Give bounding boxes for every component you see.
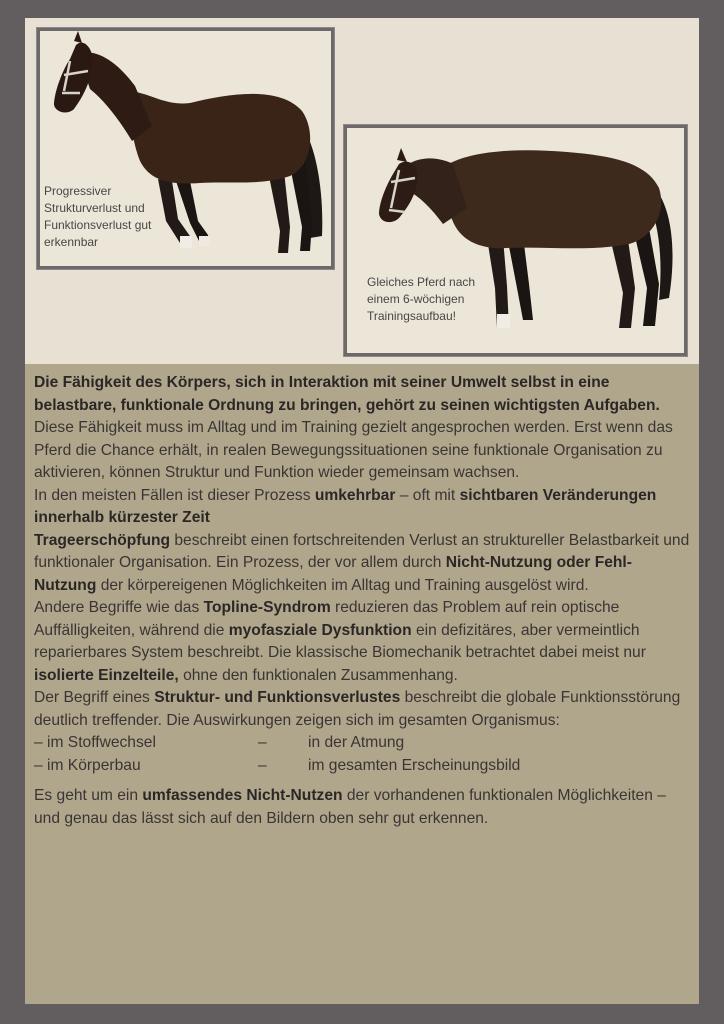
list-left: – im Stoffwechsel	[34, 734, 156, 751]
photo-section	[25, 18, 699, 364]
paragraph-other-terms	[34, 597, 694, 687]
text-run: In den meisten Fällen ist dieser Prozess	[34, 486, 315, 504]
bold-run: sichtbaren Veränderungen innerhalb kürzester Zeit	[34, 486, 657, 526]
bold-run: umfassendes Nicht-Nutzen	[142, 787, 343, 804]
bold-run: Struktur- und Funktionsverlustes	[154, 689, 401, 706]
paragraph-conclusion	[34, 785, 694, 830]
caption-line: Trainingsaufbau!	[367, 309, 456, 323]
list-dash: –	[258, 756, 267, 774]
caption-line: Gleiches Pferd nach	[367, 275, 476, 289]
caption-line: Funktionsverlust gut	[44, 218, 152, 232]
text-run: ein defizitäres, aber vermeintlich reparierbares System beschreibt. Die klassische Biomechanik betrachtet dabei meist nur	[34, 621, 646, 661]
list-dash: –	[258, 734, 267, 751]
photo1-caption	[44, 183, 194, 251]
caption-line: einem 6-wöchigen	[367, 292, 465, 306]
bold-run: Topline-Syndrom	[203, 599, 331, 616]
text-run: beschreibt die globale Funktionsstörung deutlich treffender. Die Auswirkungen zeigen sich im gesamten Organismus:	[34, 689, 681, 729]
text-run: reduzieren das Problem auf rein optische Auffälligkeiten, während die	[34, 599, 620, 639]
horse-photo-before	[37, 28, 334, 269]
text-section	[25, 364, 699, 1004]
bold-run: umkehrbar	[314, 486, 396, 504]
list-right: im gesamten Erscheinungsbild	[308, 756, 521, 774]
list-item	[34, 732, 694, 755]
photo2-caption	[367, 274, 517, 325]
body-text	[34, 372, 694, 830]
text-run: – oft mit	[395, 486, 460, 504]
text-run: beschreibt einen fortschreitenden Verlust an struktureller Belastbarkeit und funktionaler Organisation. Ein Prozess, der vor allem durch	[34, 531, 690, 571]
list-item	[34, 755, 694, 778]
text-run: Es geht um ein	[34, 787, 143, 804]
bold-run: Trageerschöpfung	[34, 531, 171, 549]
bold-run: Nicht-Nutzung oder Fehl-Nutzung	[34, 554, 632, 594]
list-right: in der Atmung	[308, 734, 405, 751]
intro-bold: Die Fähigkeit des Körpers, sich in Interaktion mit seiner Umwelt selbst in eine belastbare, funktionale Ordnung zu bringen, gehört zu seinen wichtigsten Aufgaben.	[34, 374, 660, 414]
list-left: – im Körperbau	[34, 756, 141, 774]
intro-text: Diese Fähigkeit muss im Alltag und im Training gezielt angesprochen werden. Erst wenn das Pferd die Chance erhält, in realen Bewegungssituationen seine funktionale Organisation zu aktivieren, können Struktur und Funktion wieder gemeinsam wachsen.	[34, 419, 673, 481]
paragraph-intro	[34, 372, 694, 485]
bold-run: myofasziale Dysfunktion	[228, 621, 412, 639]
text-run: Andere Begriffe wie das	[34, 599, 204, 616]
text-run: Der Begriff eines	[34, 689, 155, 706]
text-run: der vorhandenen funktionalen Möglichkeiten – und genau das lässt sich auf den Bildern oben sehr gut erkennen.	[34, 787, 666, 827]
horse-photo-after	[344, 125, 687, 356]
bold-run: isolierte Einzelteile,	[34, 666, 179, 684]
paragraph-reversible	[34, 485, 694, 530]
caption-line: Strukturverlust und	[44, 201, 145, 215]
document-page	[25, 18, 699, 1004]
caption-line: erkennbar	[44, 235, 99, 249]
paragraph-trageerschoepfung	[34, 530, 694, 598]
effects-list	[34, 732, 694, 777]
paragraph-term	[34, 687, 694, 732]
text-run: ohne den funktionalen Zusammenhang.	[178, 666, 458, 684]
text-run: der körpereigenen Möglichkeiten im Alltag und Training ausgelöst wird.	[96, 576, 589, 594]
caption-line: Progressiver	[44, 184, 112, 198]
